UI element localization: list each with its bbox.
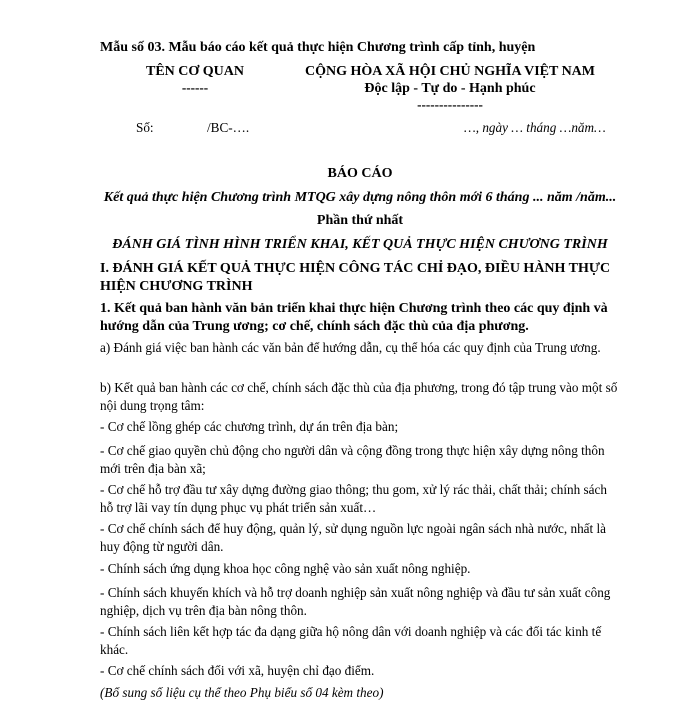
- national-dashes: ---------------: [417, 97, 483, 112]
- part-title: ĐÁNH GIÁ TÌNH HÌNH TRIỂN KHAI, KẾT QUẢ THỰC HIỆN CHƯƠNG TRÌNH: [112, 237, 608, 252]
- bullet-item: - Cơ chế lồng ghép các chương trình, dự án trên địa bàn;: [100, 419, 399, 434]
- paragraph-a: a) Đánh giá việc ban hành các văn bản để hướng dẫn, cụ thể hóa các quy định của Trung ương.: [100, 340, 601, 355]
- report-title: BÁO CÁO: [327, 166, 393, 181]
- agency-dashes: ------: [181, 80, 209, 95]
- number-label: Số:: [136, 120, 154, 135]
- item-heading-1: 1. Kết quả ban hành văn bản triển khai thực hiện Chương trình theo các quy định và hướng dẫn của Trung ương; cơ chế, chính sách đặc thù của địa phương.: [100, 301, 608, 334]
- national-name: CỘNG HÒA XÃ HỘI CHỦ NGHĨA VIỆT NAM: [304, 64, 595, 79]
- section-heading-1: I. ĐÁNH GIÁ KẾT QUẢ THỰC HIỆN CÔNG TÁC CHỈ ĐẠO, ĐIỀU HÀNH THỰC HIỆN CHƯƠNG TRÌNH: [100, 261, 611, 294]
- number-code: /BC-….: [207, 120, 250, 135]
- paragraph-b: b) Kết quả ban hành các cơ chế, chính sách đặc thù của địa phương, trong đó tập trung vào một số nội dung trọng tâm:: [100, 380, 618, 413]
- footnote: (Bổ sung số liệu cụ thể theo Phụ biểu số 04 kèm theo): [100, 685, 384, 700]
- report-subtitle: Kết quả thực hiện Chương trình MTQG xây dựng nông thôn mới 6 tháng ... năm /năm...: [103, 190, 617, 205]
- part-label: Phần thứ nhất: [316, 213, 404, 228]
- date-line: …, ngày … tháng …năm…: [464, 120, 606, 135]
- bullet-item: - Chính sách liên kết hợp tác đa dạng giữa hộ nông dân với doanh nghiệp và các đối tác kinh tế khác.: [100, 624, 602, 657]
- bullet-item: - Cơ chế hỗ trợ đầu tư xây dựng đường giao thông; thu gom, xử lý rác thải, chất thải; chính sách hỗ trợ lãi vay tín dụng phục vụ phát triển sản xuất…: [100, 482, 607, 515]
- bullet-item: - Chính sách khuyến khích và hỗ trợ doanh nghiệp sản xuất nông nghiệp và đầu tư sản xuất công nghiệp, dịch vụ trên địa bàn nông thôn.: [100, 585, 611, 618]
- bullet-item: - Cơ chế giao quyền chủ động cho người dân và cộng đồng trong thực hiện xây dựng nông thôn mới trên địa bàn xã;: [100, 443, 605, 476]
- form-title: Mẫu số 03. Mẫu báo cáo kết quả thực hiện Chương trình cấp tỉnh, huyện: [100, 40, 536, 55]
- agency-name: TÊN CƠ QUAN: [145, 64, 244, 79]
- bullet-item: - Cơ chế chính sách để huy động, quản lý, sử dụng nguồn lực ngoài ngân sách nhà nước, nhất là huy động từ người dân.: [100, 521, 606, 554]
- national-motto: Độc lập - Tự do - Hạnh phúc: [364, 81, 536, 96]
- bullet-item: - Cơ chế chính sách đối với xã, huyện chỉ đạo điểm.: [100, 663, 375, 678]
- bullet-item: - Chính sách ứng dụng khoa học công nghệ vào sản xuất nông nghiệp.: [100, 561, 471, 576]
